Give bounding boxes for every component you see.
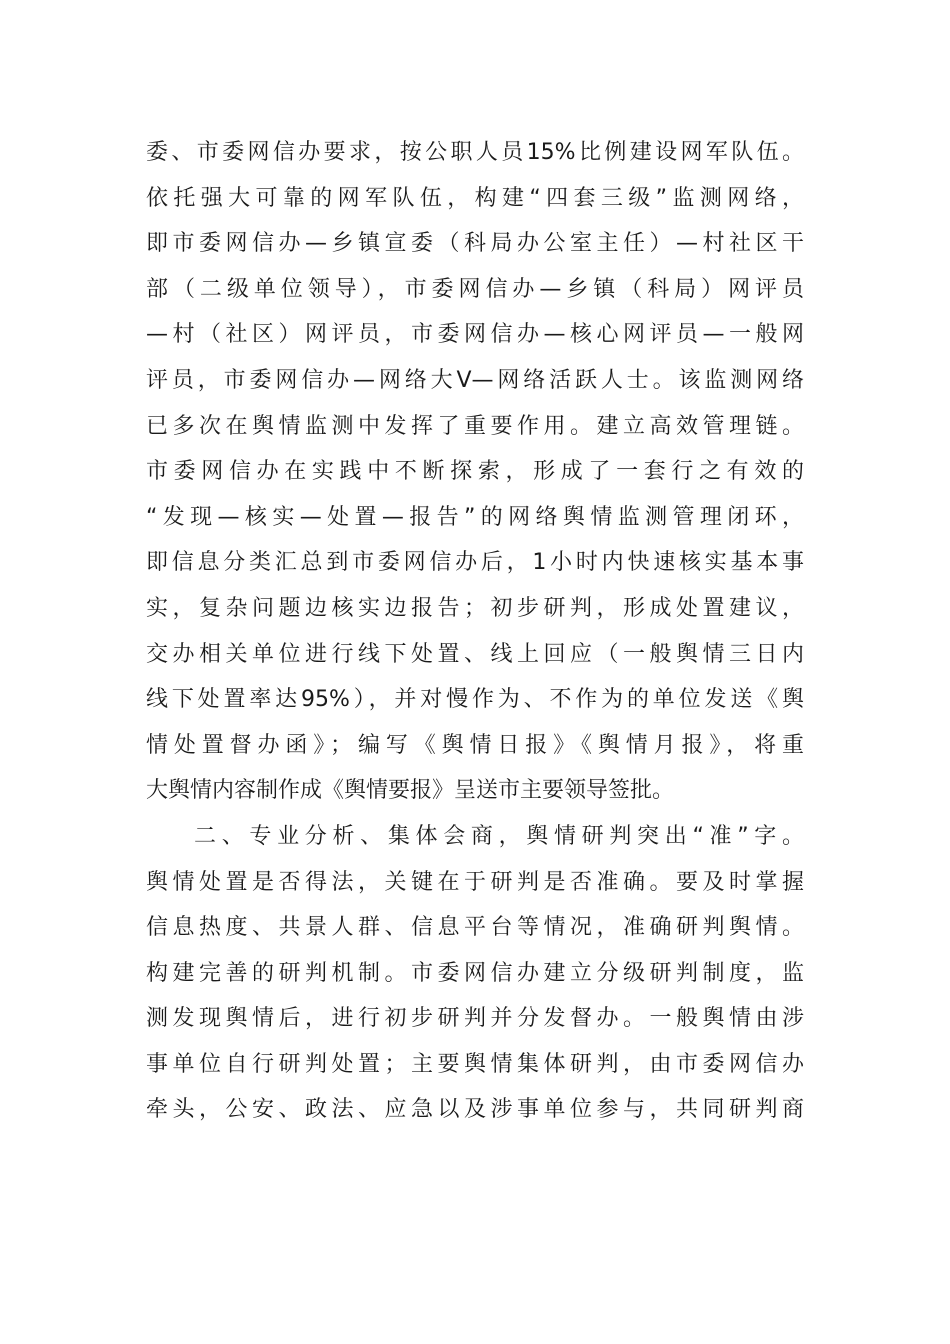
- text-line: 构建完善的研判机制。市委网信办建立分级研判制度，监: [146, 960, 804, 986]
- text-line: 实，复杂问题边核实边报告；初步研判，形成处置建议，: [146, 595, 804, 621]
- text-line: 舆情处置是否得法，关键在于研判是否准确。要及时掌握: [146, 869, 804, 895]
- text-line: 大舆情内容制作成《舆情要报》呈送市主要领导签批。: [146, 778, 675, 804]
- text-line: 牵头，公安、政法、应急以及涉事单位参与，共同研判商: [146, 1097, 804, 1123]
- text-line: 即市委网信办—乡镇宣委（科局办公室主任）—村社区干: [146, 231, 804, 257]
- text-line: 测发现舆情后，进行初步研判并分发督办。一般舆情由涉: [146, 1006, 804, 1032]
- text-line: 委、市委网信办要求，按公职人员15%比例建设网军队伍。: [146, 140, 804, 165]
- paragraph: [146, 130, 804, 814]
- text-line: 情处置督办函》；编写《舆情日报》《舆情月报》，将重: [146, 732, 804, 758]
- text-line: 线下处置率达95%），并对慢作为、不作为的单位发送《舆: [146, 687, 804, 713]
- text-line: 交办相关单位进行线下处置、线上回应（一般舆情三日内: [146, 641, 804, 667]
- text-line: 信息热度、共景人群、信息平台等情况，准确研判舆情。: [146, 915, 804, 941]
- document-body: [146, 130, 804, 1133]
- text-line: 即信息分类汇总到市委网信办后，1小时内快速核实基本事: [146, 550, 804, 576]
- text-line: “发现—核实—处置—报告”的网络舆情监测管理闭环，: [146, 504, 804, 530]
- text-line: 事单位自行研判处置；主要舆情集体研判，由市委网信办: [146, 1051, 804, 1077]
- text-line: 市委网信办在实践中不断探索，形成了一套行之有效的: [146, 459, 804, 485]
- text-line: 部（二级单位领导），市委网信办—乡镇（科局）网评员: [146, 276, 804, 302]
- text-line: 评员，市委网信办—网络大V—网络活跃人士。该监测网络: [146, 367, 804, 393]
- text-line: 依托强大可靠的网军队伍，构建“四套三级”监测网络，: [146, 185, 804, 211]
- text-line: —村（社区）网评员，市委网信办—核心网评员—一般网: [146, 322, 804, 348]
- text-line: 二、专业分析、集体会商，舆情研判突出“准”字。: [194, 823, 804, 849]
- text-line: 已多次在舆情监测中发挥了重要作用。建立高效管理链。: [146, 413, 804, 439]
- paragraph: [146, 814, 804, 1133]
